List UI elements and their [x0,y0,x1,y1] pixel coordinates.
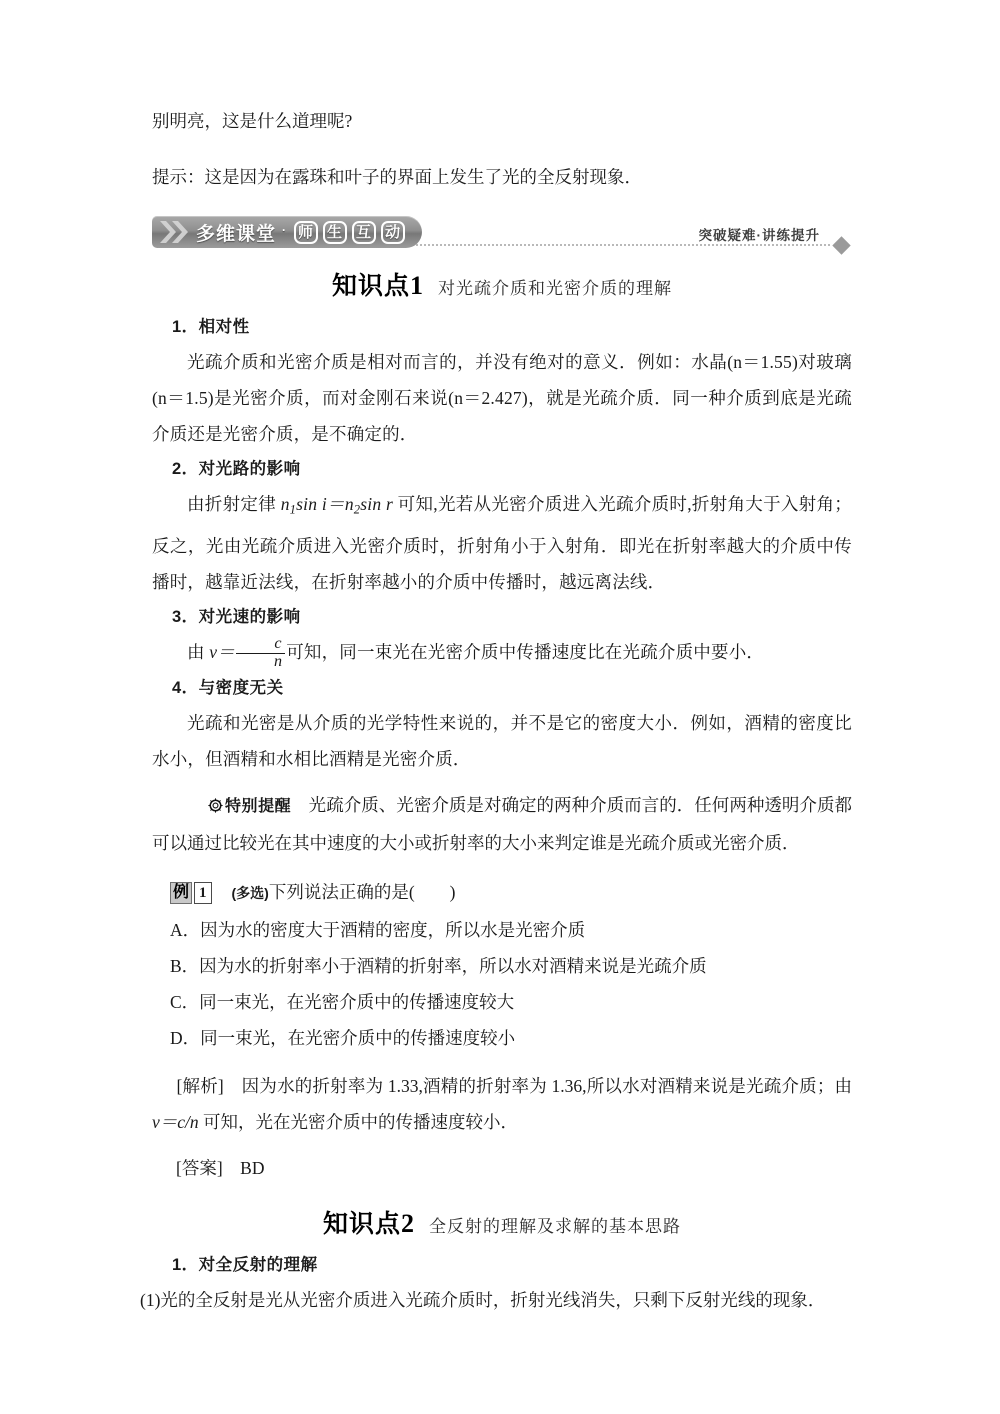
kp1-number: 1 [410,271,424,300]
answer-value: BD [240,1158,265,1179]
kp1-section-2-body [152,486,852,600]
knowledge-point-2-heading [152,1204,852,1240]
kp2-section-1-heading: 1．对全反射的理解 [172,1256,318,1275]
analysis-formula: v＝c/n [152,1112,199,1133]
kp1-s2-pre: 由折射定律 [187,494,281,514]
kp1-section-3-body [152,634,852,672]
option-d: D．同一束光，在光密介质中的传播速度较小 [170,1028,516,1049]
special-tip-block [152,787,852,861]
kp1-label: 知识点1 [331,271,424,300]
multi-select-marker: (多选) [231,885,269,902]
knowledge-point-1-heading [152,266,852,302]
banner-boxed-char-3: 互 [352,221,376,244]
banner-dotted-rule [388,244,830,246]
kp1-s3-fraction [236,636,285,671]
kp2-subtitle: 全反射的理解及求解的基本思路 [429,1217,681,1237]
kp1-section-4-body: 光疏和光密是从介质的光学特性来说的，并不是它的密度大小．例如，酒精的密度比水小，但酒精和水相比酒精是光密介质． [152,713,852,770]
analysis-block [152,1068,852,1140]
example-tag-number: 1 [194,882,212,904]
intro-line-1: 别明亮，这是什么道理呢? [152,111,353,131]
kp1-section-1-body: 光疏介质和光密介质是相对而言的，并没有绝对的意义．例如：水晶(n＝1.55)对玻璃(n＝1.5)是光密介质，而对金刚石来说(n＝2.427)，就是光疏介质．同一种介质到底是光疏介质还是光密介质，是不确定的． [152,352,852,444]
kp1-section-1-heading: 1．相对性 [172,318,250,336]
banner-separator: · [282,223,288,237]
option-c: C．同一束光，在光密介质中的传播速度较大 [170,992,515,1013]
kp2-label: 知识点2 [322,1209,415,1239]
banner-boxed-char-4: 动 [381,221,405,244]
banner-tag [152,216,422,248]
example-stem-text: 下列说法正确的是( ) [268,882,456,903]
kp2-number: 2 [401,1209,415,1239]
special-tip-text: 光疏介质、光密介质是对确定的两种介质而言的．任何两种透明介质都可以通过比较光在其中速度的大小或折射率的大小来判定谁是光疏介质或光密介质． [152,795,852,854]
kp1-s3-post: 可知，同一束光在光密介质中传播速度比在光疏介质中要小． [286,641,765,662]
analysis-text-1: 因为水的折射率为 1.33,酒精的折射率为 1.36,所以水对酒精来说是光疏介质；由 [241,1076,853,1097]
fraction-denominator: n [273,653,283,671]
kp1-subtitle: 对光疏介质和光密介质的理解 [438,279,672,298]
banner-boxed-char-1: 师 [294,221,318,244]
sun-icon [180,789,223,825]
banner-title-main: 多维课堂 [196,223,277,245]
intro-line-2: 提示：这是因为在露珠和叶子的界面上发生了光的全反射现象． [152,167,642,187]
special-tip-label: 特别提醒 [225,798,292,816]
banner-right-text: 突破疑难·讲练提升 [693,224,827,244]
banner-boxed-char-2: 生 [323,221,347,244]
banner-title [196,219,406,246]
example-stem [232,875,456,910]
double-chevron-icon [158,219,192,245]
option-a: A．因为水的密度大于酒精的密度，所以水是光密介质 [170,920,586,941]
example-tag [170,882,212,904]
answer-label: [答案] [176,1158,223,1179]
section-banner [152,216,852,256]
example-tag-char: 例 [170,882,192,904]
kp1-s2-post: 可知,光若从光密介质进入光疏介质时,折射角大于入射角；反之，光由光疏介质进入光密介质时，折射角小于入射角．即光在折射率越大的介质中传播时，越靠近法线，在折射率越小的介质中传播时，越远离法线． [152,494,852,592]
analysis-label: [解析] [176,1076,224,1097]
kp2-section-1-body: (1)光的全反射是光从光密介质进入光疏介质时，折射光线消失，只剩下反射光线的现象． [140,1290,826,1311]
kp1-s3-pre: 由 [187,641,210,662]
kp1-section-3-heading: 3．对光速的影响 [172,607,301,626]
fraction-numerator: c [236,636,285,654]
answer-block [152,1150,852,1186]
diamond-marker-icon [832,236,850,254]
option-b: B．因为水的折射率小于酒精的折射率，所以水对酒精来说是光疏介质 [170,956,707,977]
analysis-text-2: 可知，光在光密介质中的传播速度较小． [198,1112,519,1133]
kp1-section-4-heading: 4．与密度无关 [172,679,284,698]
page-content [140,104,853,1318]
kp1-section-2-heading: 2．对光路的影响 [172,460,301,478]
kp1-s3-formula-lead: v＝ [209,641,235,662]
example-1-stem-row [152,875,852,910]
kp1-s2-formula: $n_1\sin$ $i=n_2\sin$ r [280,494,393,517]
